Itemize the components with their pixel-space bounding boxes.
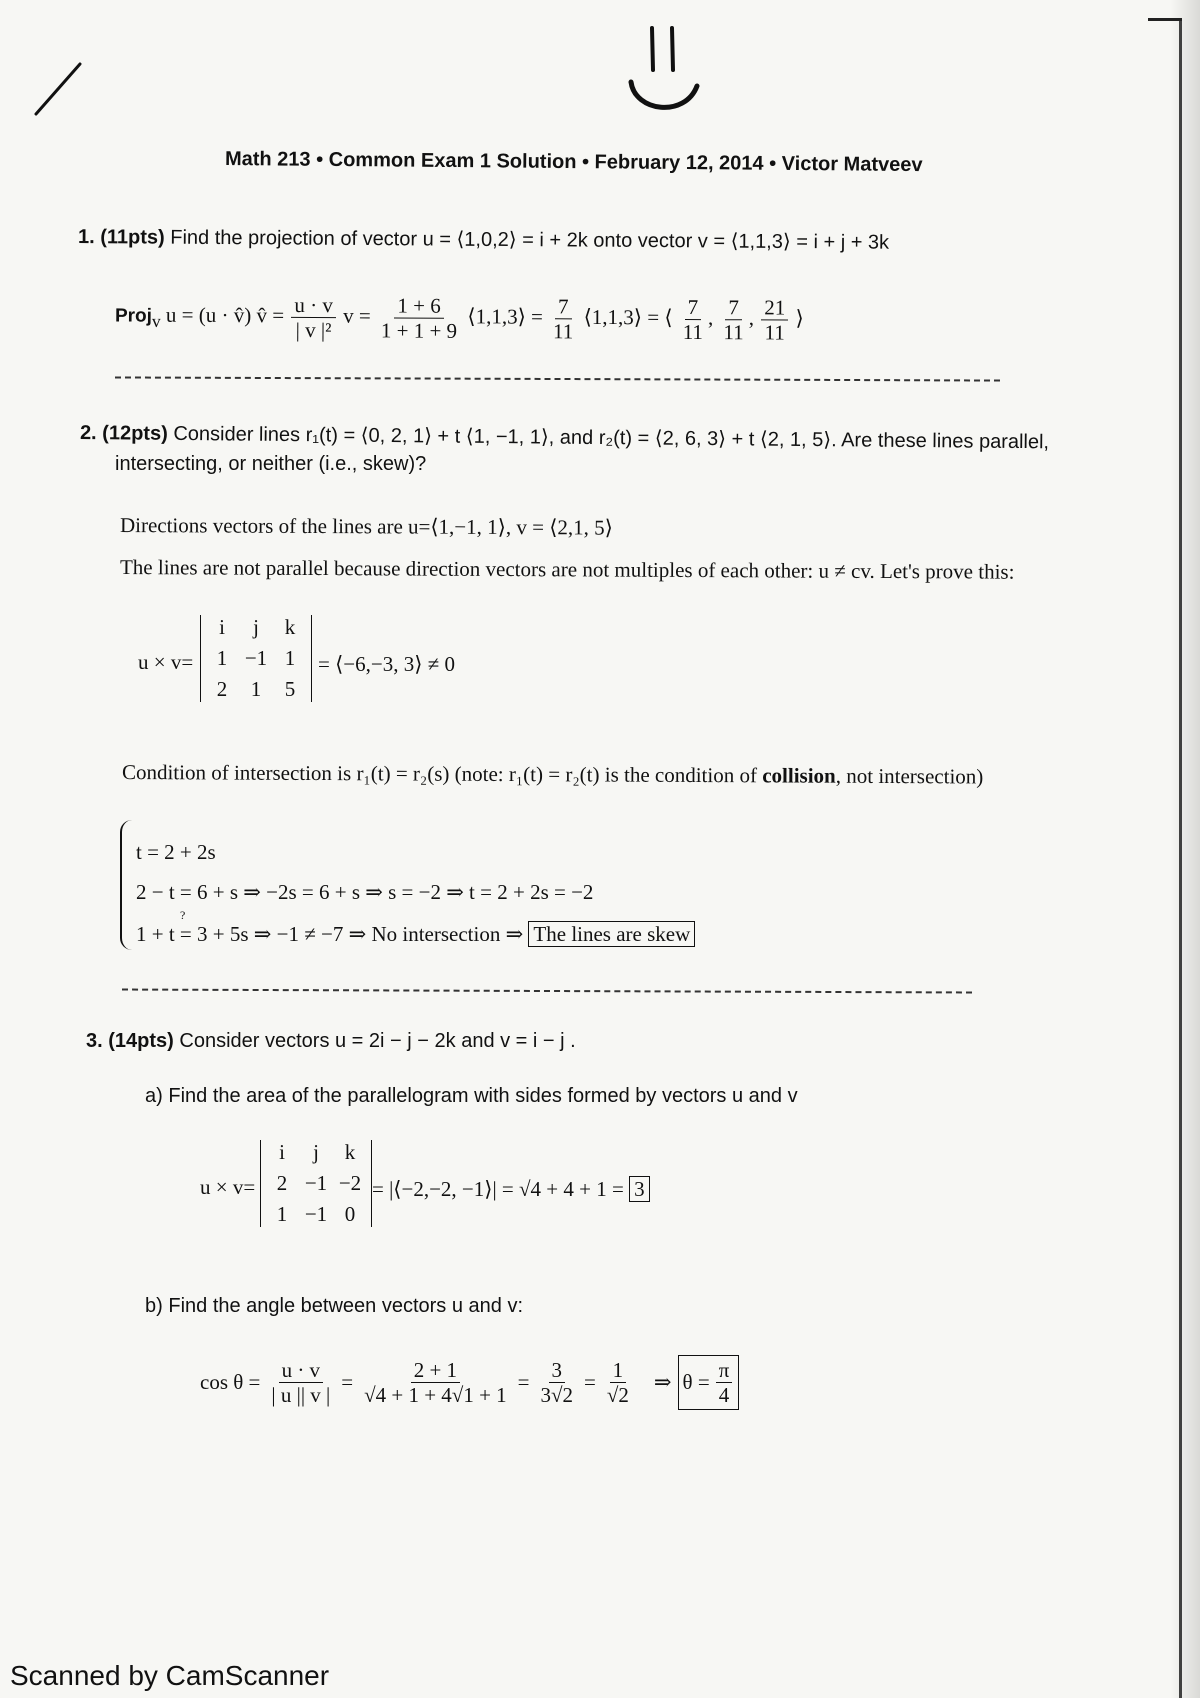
fraction-numerator: 7 bbox=[685, 295, 702, 320]
part-a-prompt bbox=[145, 1085, 798, 1108]
page-edge-shadow bbox=[1170, 0, 1200, 1698]
result-component-2 bbox=[720, 295, 746, 344]
determinant-matrix-q2 bbox=[200, 615, 312, 702]
equals-sign: = bbox=[517, 1370, 530, 1395]
equals-sign: = bbox=[341, 1370, 354, 1395]
system-equation-3-text: 1 + t = 3 + 5s ⇒ −1 ≠ −7 ⇒ No intersection ⇒ bbox=[136, 922, 529, 946]
matrix-cell: i bbox=[219, 615, 225, 639]
question-2-text-1: Consider lines r₁(t) = ⟨0, 2, 1⟩ + t ⟨1, −1, 1⟩, and r₂(t) = ⟨2, 6, 3⟩ + t ⟨2, 1, 5⟩. Are these lines parallel, bbox=[173, 422, 1050, 454]
result-component-3 bbox=[761, 295, 788, 344]
cross-product-lhs-q3: u × v= bbox=[200, 1175, 256, 1199]
fraction-denominator: 1 + 1 + 9 bbox=[380, 318, 458, 343]
matrix-cell: i bbox=[279, 1140, 285, 1164]
part-a-text: Find the area of the parallelogram with sides formed by vectors u and v bbox=[168, 1085, 798, 1107]
theta-label: θ = bbox=[682, 1370, 710, 1395]
fraction-numerator: 1 bbox=[610, 1358, 627, 1383]
part-b-label: b) bbox=[145, 1295, 163, 1317]
question-1-number: 1. bbox=[77, 226, 95, 249]
matrix-cell: −2 bbox=[338, 1171, 362, 1195]
matrix-cell: −1 bbox=[304, 1202, 328, 1226]
question-2-prompt bbox=[80, 420, 1049, 454]
fraction-udotv-over-normv bbox=[291, 293, 336, 343]
fraction-pi-over-4 bbox=[716, 1358, 733, 1407]
collision-word: collision bbox=[762, 763, 836, 788]
cross-product-lhs: u × v= bbox=[138, 650, 194, 674]
determinant-matrix-q3 bbox=[260, 1140, 372, 1227]
fraction-numerator: 3 bbox=[549, 1358, 566, 1383]
smiley-doodle-icon bbox=[625, 20, 705, 120]
fraction-numerator: 21 bbox=[761, 295, 788, 320]
fraction-expanded bbox=[361, 1358, 510, 1407]
implies-arrow: ⇒ bbox=[653, 1370, 672, 1395]
matrix-cell: −1 bbox=[304, 1171, 328, 1195]
v-equals: v = bbox=[343, 303, 371, 328]
proj-expansion: u = (u · v̂) v̂ = bbox=[165, 302, 285, 328]
matrix-cell: 1 bbox=[276, 1202, 288, 1226]
question-1-points: (11pts) bbox=[100, 226, 165, 249]
scanner-watermark: Scanned by CamScanner bbox=[10, 1660, 330, 1691]
fraction-7-over-11 bbox=[550, 294, 576, 343]
system-equation-2: 2 − t = 6 + s ⇒ −2s = 6 + s ⇒ s = −2 ⇒ t = 2 + 2s = −2 bbox=[136, 880, 594, 904]
fraction-numerator: π bbox=[716, 1358, 733, 1383]
matrix-cell: k bbox=[284, 615, 296, 639]
proj-label: Proj bbox=[114, 305, 153, 327]
matrix-cell: k bbox=[344, 1140, 356, 1164]
question-3-prompt bbox=[86, 1030, 576, 1053]
boxed-answer-skew: The lines are skew bbox=[528, 921, 695, 947]
cross-product-result: = ⟨−6,−3, 3⟩ ≠ 0 bbox=[318, 652, 455, 676]
question-1-solution: Proj$_v$ u = (u · v̂) v̂ = $\frac{u \cdot v}{\text{| v |²}}$ v = $\frac{1 + 6}{1 + 1 + 9}$ ⟨1,1,3⟩ = $\frac{7}{11}$ ⟨1,1,3⟩ = ⟨ $\frac{7}{11}$ , $\frac{7}{11}$ , $\frac{21}{11}$ ⟩ bbox=[114, 292, 804, 345]
question-2-points: (12pts) bbox=[102, 422, 168, 445]
area-computation: = |⟨−2,−2, −1⟩| = √4 + 4 + 1 = bbox=[372, 1177, 630, 1201]
vector-113-b: ⟨1,1,3⟩ = ⟨ bbox=[583, 304, 673, 330]
cos-theta-label: cos θ = bbox=[200, 1370, 261, 1395]
boxed-answer-area: 3 bbox=[629, 1176, 650, 1202]
result-component-1 bbox=[680, 295, 706, 344]
matrix-cell: j bbox=[253, 615, 259, 639]
matrix-cell: 2 bbox=[276, 1171, 288, 1195]
matrix-cell: j bbox=[313, 1140, 319, 1164]
system-equation-3 bbox=[136, 922, 695, 947]
part-a-label: a) bbox=[145, 1085, 163, 1107]
question-mark-over-equals: ? bbox=[180, 908, 186, 922]
fraction-7-over-11-expanded bbox=[378, 293, 460, 343]
question-3-text: Consider vectors u = 2i − j − 2k and v = i − j . bbox=[179, 1030, 576, 1052]
fraction-denominator: 11 bbox=[682, 320, 704, 345]
question-1-prompt bbox=[78, 224, 889, 255]
matrix-cell: 1 bbox=[250, 677, 262, 701]
matrix-cell: −1 bbox=[244, 646, 268, 670]
fraction-denominator: √4 + 1 + 4√1 + 1 bbox=[364, 1383, 507, 1408]
system-brace bbox=[120, 820, 136, 950]
fraction-3-over-3root2 bbox=[538, 1358, 577, 1407]
not-parallel-text: The lines are not parallel because direction vectors are not multiples of each other: u ≠ cv. Let's prove this: bbox=[119, 555, 1015, 584]
question-2-text-2: intersecting, or neither (i.e., skew)? bbox=[115, 453, 427, 475]
fraction-denominator: | u || v | bbox=[271, 1383, 331, 1408]
fraction-numerator: 7 bbox=[725, 295, 742, 320]
matrix-cell: 1 bbox=[216, 646, 228, 670]
question-2-number: 2. bbox=[79, 422, 97, 445]
angle-computation bbox=[200, 1355, 739, 1410]
part-b-text: Find the angle between vectors u and v: bbox=[168, 1295, 524, 1317]
fraction-denominator: √2 bbox=[606, 1383, 629, 1408]
question-1-text: Find the projection of vector u = ⟨1,0,2⟩ = i + 2k onto vector v = ⟨1,1,3⟩ = i + j + 3k bbox=[170, 226, 890, 254]
divider-2 bbox=[122, 989, 972, 994]
fraction-denominator: 4 bbox=[718, 1383, 730, 1408]
page-edge-line bbox=[1179, 20, 1182, 1698]
fraction-numerator: u · v bbox=[279, 1358, 324, 1383]
condition-text: Condition of intersection is r₁(t) = r₂(s) (note: r₁(t) = r₂(t) is the condition of bbox=[121, 760, 763, 788]
question-3-number: 3. bbox=[86, 1030, 103, 1052]
proj-subscript: v bbox=[151, 310, 161, 331]
fraction-1-over-root2 bbox=[604, 1358, 632, 1407]
fraction-denominator: 11 bbox=[723, 320, 744, 345]
pen-slash-mark bbox=[30, 60, 90, 120]
system-equation-1: t = 2 + 2s bbox=[136, 840, 216, 864]
corner-mark bbox=[1148, 18, 1182, 21]
condition-end: , not intersection) bbox=[835, 763, 984, 789]
fraction-denominator: 11 bbox=[764, 320, 785, 345]
boxed-answer-angle bbox=[678, 1355, 740, 1410]
result-close: ⟩ bbox=[795, 306, 804, 331]
matrix-cell: 2 bbox=[216, 677, 228, 701]
fraction-denominator: 3√2 bbox=[540, 1383, 574, 1408]
matrix-cell: 0 bbox=[344, 1202, 356, 1226]
part-b-prompt bbox=[145, 1295, 523, 1318]
fraction-denominator: | v |² bbox=[295, 318, 332, 343]
intersection-condition bbox=[122, 760, 983, 790]
fraction-udotv-over-norms bbox=[268, 1358, 333, 1407]
fraction-numerator: u · v bbox=[291, 293, 336, 318]
question-3-points: (14pts) bbox=[108, 1030, 174, 1052]
equals-sign: = bbox=[584, 1370, 596, 1395]
fraction-numerator: 2 + 1 bbox=[411, 1358, 460, 1383]
area-result bbox=[372, 1177, 650, 1202]
vector-113-a: ⟨1,1,3⟩ = bbox=[467, 304, 543, 329]
direction-vectors-text: Directions vectors of the lines are u=⟨1,−1, 1⟩, v = ⟨2,1, 5⟩ bbox=[119, 513, 613, 540]
fraction-denominator: 11 bbox=[553, 319, 574, 344]
fraction-numerator: 7 bbox=[555, 294, 572, 319]
page-title: Math 213 • Common Exam 1 Solution • February 12, 2014 • Victor Matveev bbox=[224, 148, 923, 177]
divider-1 bbox=[115, 376, 1000, 381]
fraction-numerator: 1 + 6 bbox=[394, 293, 443, 318]
matrix-cell: 5 bbox=[284, 677, 296, 701]
matrix-cell: 1 bbox=[284, 646, 296, 670]
